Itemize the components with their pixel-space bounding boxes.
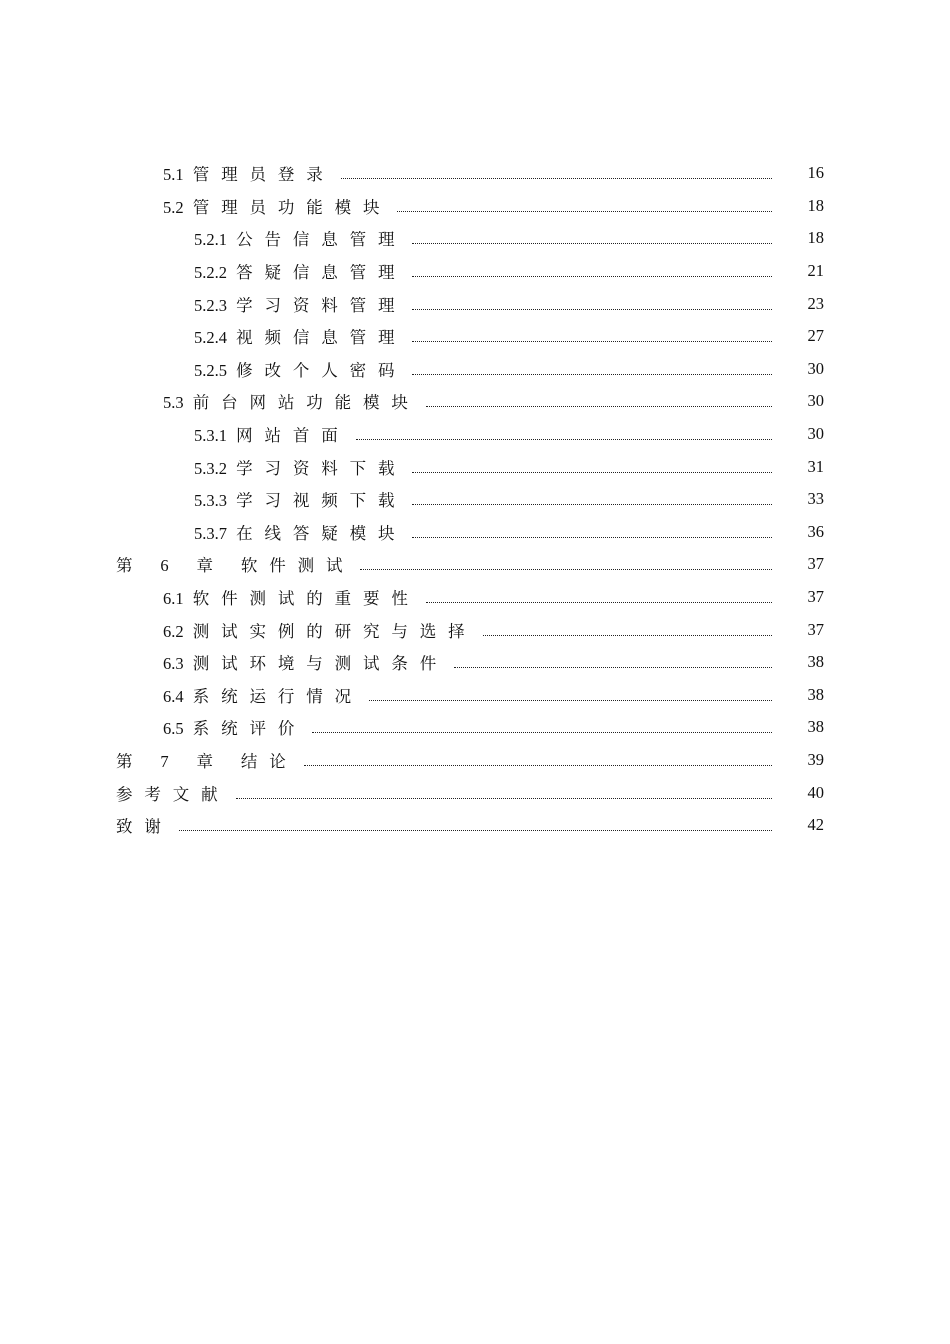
dot-leader bbox=[426, 601, 772, 603]
toc-entry-page: 37 bbox=[807, 619, 824, 639]
toc-entry[interactable] bbox=[0, 581, 950, 614]
toc-entry-title: 第 7 章 结论 bbox=[116, 751, 298, 771]
toc-entry-label bbox=[163, 650, 450, 674]
toc-entry-page: 38 bbox=[807, 652, 824, 672]
toc-entry-title: 第 6 章 软件测试 bbox=[116, 556, 355, 576]
dot-leader bbox=[412, 308, 772, 310]
toc-entry-number: 5.3.1 bbox=[194, 426, 227, 446]
toc-entry[interactable] bbox=[0, 516, 950, 549]
dot-leader bbox=[341, 177, 772, 179]
toc-entry-label bbox=[194, 292, 408, 316]
toc-entry[interactable] bbox=[0, 646, 950, 679]
toc-entry[interactable] bbox=[0, 190, 950, 223]
dot-leader bbox=[412, 373, 772, 375]
toc-entry-title: 致谢 bbox=[116, 817, 173, 837]
toc-entry[interactable] bbox=[0, 320, 950, 353]
toc-entry-title: 学习资料管理 bbox=[236, 295, 407, 315]
toc-entry-label bbox=[163, 389, 422, 413]
toc-entry-page: 30 bbox=[807, 391, 824, 411]
toc-entry[interactable] bbox=[0, 287, 950, 320]
toc-entry-title: 参考文献 bbox=[116, 784, 230, 804]
toc-entry-label bbox=[194, 520, 408, 544]
toc-entry-number: 5.2.2 bbox=[194, 263, 227, 283]
toc-entry-page: 37 bbox=[807, 587, 824, 607]
toc-entry[interactable] bbox=[0, 809, 950, 842]
dot-leader bbox=[236, 797, 772, 799]
toc-entry[interactable] bbox=[0, 613, 950, 646]
toc-entry-page: 21 bbox=[807, 261, 824, 281]
toc-entry-number: 5.2.4 bbox=[194, 328, 227, 348]
toc-entry-page: 18 bbox=[807, 228, 824, 248]
toc-entry-page: 42 bbox=[807, 815, 824, 835]
dot-leader bbox=[412, 471, 772, 473]
dot-leader bbox=[356, 438, 772, 440]
toc-entry-page: 30 bbox=[807, 424, 824, 444]
toc-entry-page: 39 bbox=[807, 749, 824, 769]
dot-leader bbox=[426, 405, 772, 407]
toc-entry-number: 5.2 bbox=[163, 197, 184, 217]
toc-entry[interactable] bbox=[0, 711, 950, 744]
toc-entry-page: 33 bbox=[807, 489, 824, 509]
dot-leader bbox=[483, 634, 773, 636]
toc-entry-label bbox=[163, 618, 479, 642]
toc-entry[interactable] bbox=[0, 679, 950, 712]
toc-entry-page: 27 bbox=[807, 326, 824, 346]
toc-entry-title: 管理员登录 bbox=[192, 165, 335, 185]
toc-entry-number: 6.4 bbox=[163, 686, 184, 706]
toc-entry-label bbox=[116, 813, 175, 837]
toc-entry-number: 5.3.3 bbox=[194, 491, 227, 511]
toc-entry-title: 系统评价 bbox=[192, 719, 307, 739]
dot-leader bbox=[360, 568, 772, 570]
toc-entry-label bbox=[163, 161, 337, 185]
toc-entry-title: 修改个人密码 bbox=[236, 360, 407, 380]
toc-entry-title: 公告信息管理 bbox=[236, 230, 407, 250]
toc-entry-number: 6.1 bbox=[163, 589, 184, 609]
toc-entry[interactable] bbox=[0, 450, 950, 483]
toc-entry-number: 5.2.3 bbox=[194, 295, 227, 315]
table-of-contents bbox=[0, 157, 950, 841]
toc-entry[interactable] bbox=[0, 255, 950, 288]
toc-entry-label bbox=[194, 259, 408, 283]
dot-leader bbox=[412, 340, 772, 342]
toc-entry-label bbox=[194, 357, 408, 381]
toc-entry-number: 6.2 bbox=[163, 621, 184, 641]
toc-entry-label bbox=[116, 552, 356, 576]
toc-entry-label bbox=[163, 683, 365, 707]
toc-entry[interactable] bbox=[0, 385, 950, 418]
toc-entry-title: 网站首面 bbox=[236, 426, 350, 446]
dot-leader bbox=[412, 275, 772, 277]
toc-entry-page: 37 bbox=[807, 554, 824, 574]
toc-entry-label bbox=[163, 715, 308, 739]
toc-entry-label bbox=[194, 455, 408, 479]
toc-entry-label bbox=[163, 585, 422, 609]
toc-entry-number: 5.3.2 bbox=[194, 458, 227, 478]
dot-leader bbox=[454, 666, 772, 668]
dot-leader bbox=[304, 764, 772, 766]
toc-entry-label bbox=[163, 194, 393, 218]
toc-entry-label bbox=[116, 748, 300, 772]
dot-leader bbox=[412, 503, 772, 505]
toc-entry-title: 学习视频下载 bbox=[236, 491, 407, 511]
dot-leader bbox=[412, 242, 772, 244]
toc-entry-page: 36 bbox=[807, 521, 824, 541]
toc-entry-label bbox=[194, 226, 408, 250]
dot-leader bbox=[397, 210, 772, 212]
toc-entry-page: 38 bbox=[807, 717, 824, 737]
toc-entry-number: 5.2.1 bbox=[194, 230, 227, 250]
toc-entry-number: 5.1 bbox=[163, 165, 184, 185]
dot-leader bbox=[179, 829, 772, 831]
toc-entry[interactable] bbox=[0, 744, 950, 777]
toc-entry-label bbox=[116, 781, 232, 805]
toc-entry-number: 6.5 bbox=[163, 719, 184, 739]
toc-entry-number: 6.3 bbox=[163, 654, 184, 674]
toc-entry[interactable] bbox=[0, 222, 950, 255]
toc-entry-number: 5.3.7 bbox=[194, 523, 227, 543]
toc-entry-page: 38 bbox=[807, 684, 824, 704]
toc-entry-title: 测试环境与测试条件 bbox=[192, 654, 449, 674]
toc-entry[interactable] bbox=[0, 776, 950, 809]
toc-entry[interactable] bbox=[0, 548, 950, 581]
toc-entry-title: 系统运行情况 bbox=[192, 686, 363, 706]
toc-entry[interactable] bbox=[0, 157, 950, 190]
dot-leader bbox=[412, 536, 772, 538]
toc-entry-title: 前台网站功能模块 bbox=[192, 393, 420, 413]
toc-entry[interactable] bbox=[0, 483, 950, 516]
toc-entry[interactable] bbox=[0, 353, 950, 386]
toc-entry-title: 在线答疑模块 bbox=[236, 523, 407, 543]
toc-entry-page: 23 bbox=[807, 293, 824, 313]
toc-entry-label bbox=[194, 422, 352, 446]
toc-entry-title: 管理员功能模块 bbox=[192, 197, 392, 217]
toc-entry-number: 5.3 bbox=[163, 393, 184, 413]
toc-entry-title: 软件测试的重要性 bbox=[192, 589, 420, 609]
toc-entry-page: 18 bbox=[807, 195, 824, 215]
dot-leader bbox=[369, 699, 772, 701]
toc-entry-label bbox=[194, 324, 408, 348]
toc-entry-title: 学习资料下载 bbox=[236, 458, 407, 478]
toc-entry-title: 视频信息管理 bbox=[236, 328, 407, 348]
toc-entry-page: 30 bbox=[807, 358, 824, 378]
toc-entry[interactable] bbox=[0, 418, 950, 451]
dot-leader bbox=[312, 731, 772, 733]
toc-entry-page: 40 bbox=[807, 782, 824, 802]
toc-entry-title: 答疑信息管理 bbox=[236, 263, 407, 283]
toc-entry-label bbox=[194, 487, 408, 511]
toc-entry-title: 测试实例的研究与选择 bbox=[192, 621, 477, 641]
toc-entry-number: 5.2.5 bbox=[194, 360, 227, 380]
toc-entry-page: 31 bbox=[807, 456, 824, 476]
toc-entry-page: 16 bbox=[807, 163, 824, 183]
